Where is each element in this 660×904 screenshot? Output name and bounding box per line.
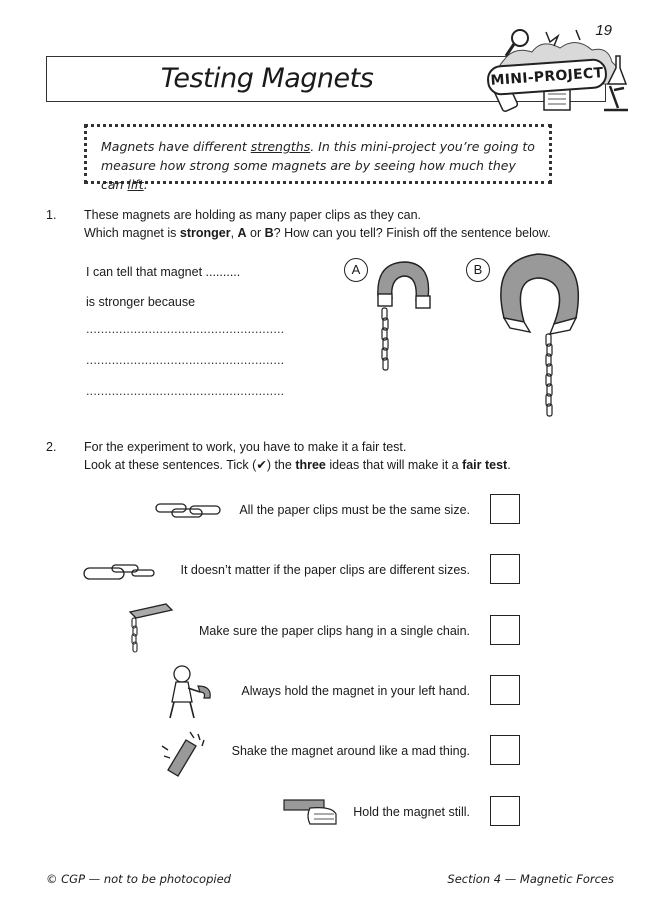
paper-clips-same-size-icon	[152, 500, 224, 522]
answer-dotted-line-1[interactable]: ......................................................	[86, 322, 285, 336]
magnet-a-label: A	[344, 258, 368, 282]
option-single-chain: Make sure the paper clips hang in a single chain.	[199, 624, 470, 638]
footer-copyright: © CGP — not to be photocopied	[46, 872, 231, 886]
option-hold-still: Hold the magnet still.	[353, 805, 470, 819]
option-shake-magnet: Shake the magnet around like a mad thing.	[231, 744, 470, 758]
horseshoe-magnet-b-icon	[490, 246, 590, 421]
question-2-text: For the experiment to work, you have to make it a fair test. Look at these sentences. Tick (✔) the three ideas that will make it a fair test.	[84, 440, 511, 472]
page-title: Testing Magnets	[160, 63, 374, 94]
tickbox-option-2[interactable]	[490, 554, 520, 584]
question-2-number: 2.	[46, 440, 57, 454]
answer-dotted-line-2[interactable]: ......................................................	[86, 353, 285, 367]
person-holding-magnet-icon	[164, 664, 216, 720]
tickbox-option-5[interactable]	[490, 735, 520, 765]
page-number: 19	[595, 22, 612, 39]
question-1-number: 1.	[46, 208, 57, 222]
mini-project-badge: MINI-PROJECT	[486, 58, 608, 96]
answer-dotted-line-3[interactable]: ......................................................	[86, 384, 285, 398]
option-left-hand: Always hold the magnet in your left hand.	[241, 684, 470, 698]
paper-clips-different-sizes-icon	[82, 560, 160, 584]
question-1-text: These magnets are holding as many paper clips as they can. Which magnet is stronger, A or B? How can you tell? Finish off the sentence below.	[84, 208, 551, 240]
tickbox-option-6[interactable]	[490, 796, 520, 826]
intro-box	[84, 124, 552, 192]
tickbox-option-4[interactable]	[490, 675, 520, 705]
tickbox-option-3[interactable]	[490, 615, 520, 645]
horseshoe-magnet-a-icon	[370, 256, 440, 386]
shaking-magnet-icon	[158, 726, 210, 778]
option-same-size: All the paper clips must be the same size.	[239, 503, 470, 517]
intro-line-2: measure how strong some magnets are by seeing how much they can lift.	[101, 158, 516, 192]
tickbox-option-1[interactable]	[490, 494, 520, 524]
intro-line-1: Magnets have different strengths. In this mini-project you’re going to	[101, 139, 535, 154]
option-different-sizes: It doesn’t matter if the paper clips are different sizes.	[180, 563, 470, 577]
magnet-single-chain-icon	[126, 602, 176, 660]
answer-prompt-2: is stronger because	[86, 295, 196, 309]
footer-section: Section 4 — Magnetic Forces	[447, 872, 614, 886]
answer-prompt-1: I can tell that magnet ..........	[86, 265, 241, 279]
hand-holding-magnet-icon	[280, 796, 340, 826]
magnet-b-label: B	[466, 258, 490, 282]
